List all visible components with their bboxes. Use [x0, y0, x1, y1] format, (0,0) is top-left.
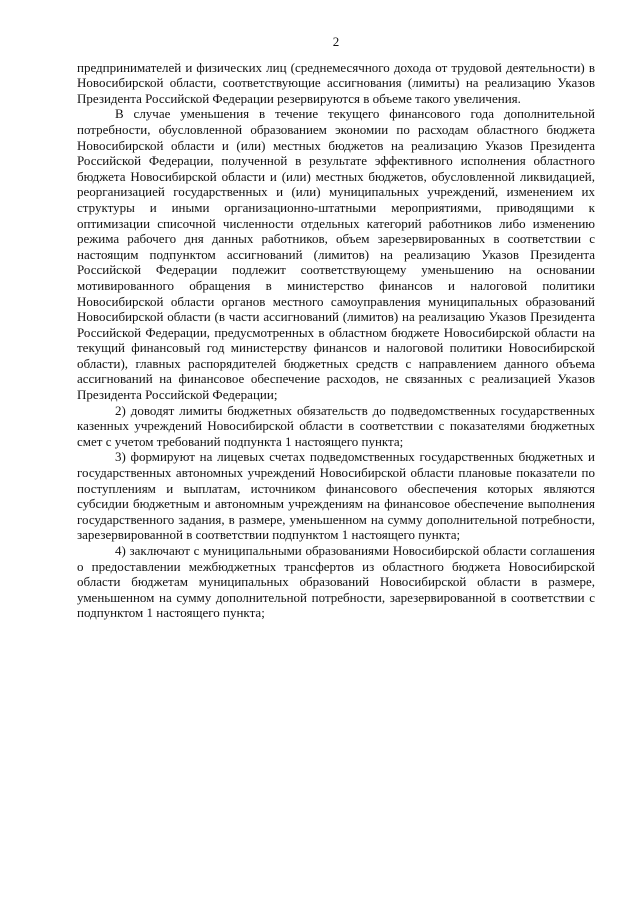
- page-number: 2: [332, 34, 340, 49]
- paragraph-reduction-clause: В случае уменьшения в течение текущего финансового года дополнительной потребности, обусловленной образованием экономии по расходам областного бюджета Новосибирской области и (или) местных бюджетов на реализацию Указов Президента Российской Федерации, полученной в результате эффективного исполнения областного бюджета Новосибирской области и (или) местных бюджетов, обусловленной ликвидацией, реорганизацией государственных и (или) муниципальных учреждений, изменением их структуры и иными организационно-штатными мероприятиями, приводящими к оптимизации списочной численности отдельных категорий работников либо изменению режима рабочего дня данных работников, объем зарезервированных в соответствии с настоящим подпунктом ассигнований (лимитов) на реализацию Указов Президента Российской Федерации подлежит соответствующему уменьшению на основании мотивированного обращения в министерство финансов и налоговой политики Новосибирской области органов местного самоуправления муниципальных образований Новосибирской области (в части ассигнований (лимитов) на реализацию Указов Президента Российской Федерации, предусмотренных в областном бюджете Новосибирской области на текущий финансовый год министерству финансов и налоговой политики Новосибирской области), главных распорядителей бюджетных средств с направлением данного объема ассигнований на финансовое обеспечение расходов, не связанных с реализацией Указов Президента Российской Федерации;: [77, 106, 595, 403]
- document-page: [77, 34, 595, 621]
- paragraph-item-2: 2) доводят лимиты бюджетных обязательств до подведомственных государственных казенных учреждений Новосибирской области в соответствии с показателями бюджетных смет с учетом требований подпункта 1 настоящего пункта;: [77, 402, 595, 449]
- paragraph-item-4: 4) заключают с муниципальными образованиями Новосибирской области соглашения о предоставлении межбюджетных трансфертов из областного бюджета Новосибирской области бюджетам муниципальных образований Новосибирской области в размере, уменьшенном на сумму дополнительной потребности, зарезервированной в соответствии с подпунктом 1 настоящего пункта;: [77, 543, 595, 621]
- paragraph-item-3: 3) формируют на лицевых счетах подведомственных государственных бюджетных и государственных автономных учреждений Новосибирской области плановые показатели по поступлениям и выплатам, источником финансового обеспечения которых являются субсидии бюджетным и автономным учреждениям на финансовое обеспечение выполнения государственного задания, в размере, уменьшенном на сумму дополнительной потребности, зарезервированной в соответствии подпунктом 1 настоящего пункта;: [77, 449, 595, 543]
- paragraph-continuation: предпринимателей и физических лиц (среднемесячного дохода от трудовой деятельности) в Новосибирской области, соответствующие ассигнования (лимиты) на реализацию Указов Президента Российской Федерации резервируются в объеме такого увеличения.: [77, 59, 595, 106]
